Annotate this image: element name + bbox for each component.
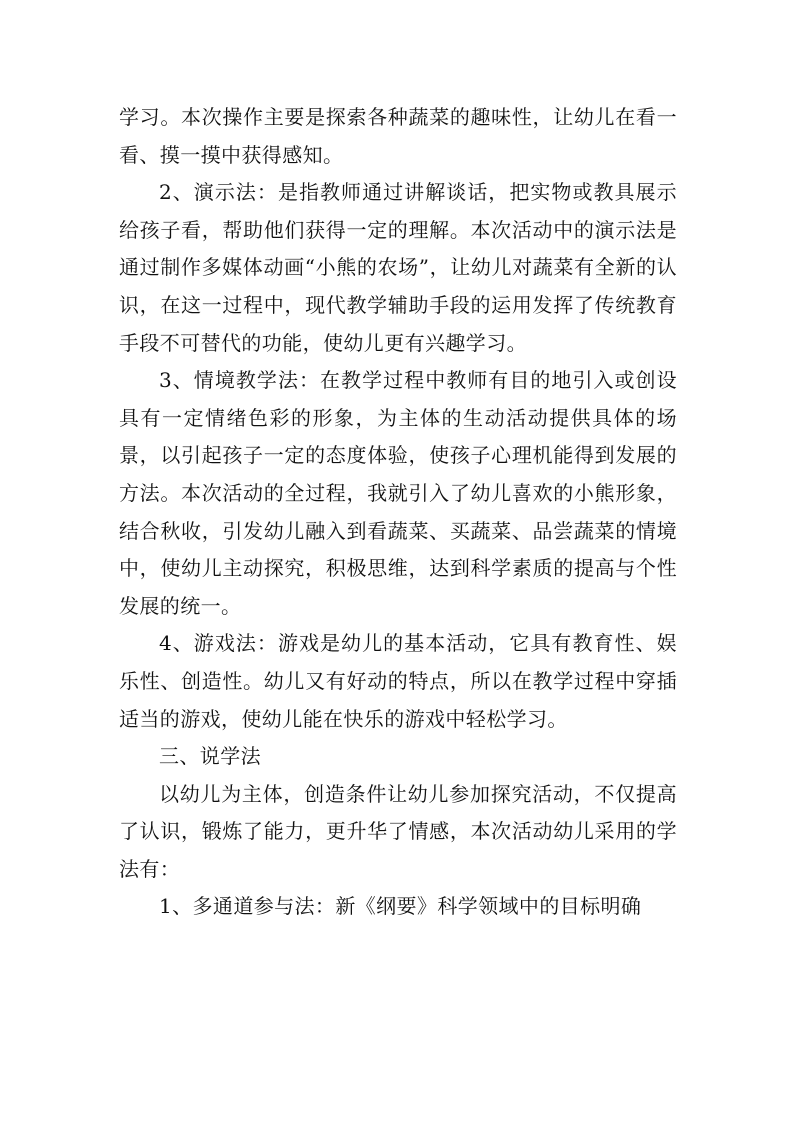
paragraph-multichannel-method: 1、多通道参与法：新《纲要》科学领域中的目标明确	[159, 894, 642, 919]
paragraph-game-method: 4、游戏法：游戏是幼儿的基本活动，它具有教育性、娱乐性、创造性。幼儿又有好动的特点，所以在教学过程中穿插适当的游戏，使幼儿能在快乐的游戏中轻松学习。	[119, 631, 677, 731]
paragraph-continued: 学习。本次操作主要是探索各种蔬菜的趣味性，让幼儿在看一看、摸一摸中获得感知。	[119, 105, 677, 167]
paragraph-demonstration-method: 2、演示法：是指教师通过讲解谈话，把实物或教具展示给孩子看，帮助他们获得一定的理解。本次活动中的演示法是通过制作多媒体动画“小熊的农场”，让幼儿对蔬菜有全新的认识，在这一过程中，现代教学辅助手段的运用发挥了传统教育手段不可替代的功能，使幼儿更有兴趣学习。	[119, 180, 677, 355]
paragraph-situational-teaching-method: 3、情境教学法：在教学过程中教师有目的地引入或创设具有一定情绪色彩的形象，为主体的生动活动提供具体的场景，以引起孩子一定的态度体验，使孩子心理机能得到发展的方法。本次活动的全过程，我就引入了幼儿喜欢的小熊形象，结合秋收，引发幼儿融入到看蔬菜、买蔬菜、品尝蔬菜的情境中，使幼儿主动探究，积极思维，达到科学素质的提高与个性发展的统一。	[119, 368, 677, 618]
document-body	[119, 99, 677, 926]
paragraph-learning-methods-intro: 以幼儿为主体，创造条件让幼儿参加探究活动，不仅提高了认识，锻炼了能力，更升华了情感，本次活动幼儿采用的学法有：	[119, 781, 677, 881]
section-heading-learning-methods: 三、说学法	[159, 744, 261, 769]
